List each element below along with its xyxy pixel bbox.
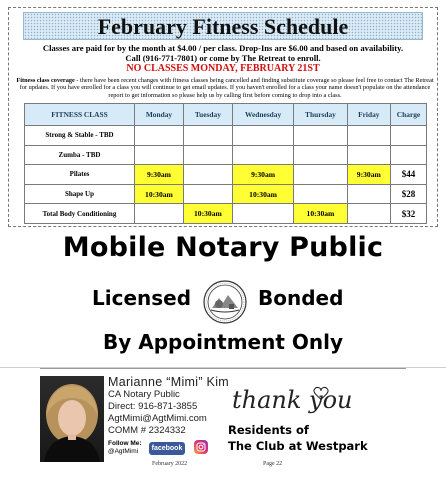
class-time-cell bbox=[135, 145, 184, 165]
intro-line-1: Classes are paid for by the month at $4.00 / per class. Drop-Ins are $6.00 and based on availability. bbox=[42, 43, 404, 53]
class-time-cell: 10:30am bbox=[232, 184, 293, 204]
agent-role: CA Notary Public bbox=[108, 389, 180, 400]
residents-line-1: Residents of bbox=[228, 423, 309, 437]
notice-text: - there have been recent changes with fitness classes being cancelled and finding substitute coverage so please feel free to contact The Retreat for updates. If you have enrolled for a class you will continue to get email updates. If you haven't enrolled for a class your name doesn't populate on the attendance report to get information so please help us by calling first before coming to drop into a class. bbox=[19, 77, 434, 99]
schedule-row bbox=[25, 145, 427, 165]
schedule-table bbox=[24, 103, 427, 224]
schedule-title: February Fitness Schedule bbox=[97, 14, 349, 39]
col-header: Thursday bbox=[294, 104, 347, 126]
class-time-cell bbox=[347, 126, 390, 146]
thank-you-script bbox=[228, 382, 378, 418]
no-classes-notice: NO CLASSES MONDAY, FEBRUARY 21ST bbox=[126, 63, 320, 74]
residents-line-2: The Club at Westpark bbox=[228, 439, 368, 453]
class-time-cell bbox=[183, 126, 232, 146]
schedule-header-row bbox=[25, 104, 427, 126]
class-time-cell bbox=[232, 126, 293, 146]
class-time-cell bbox=[135, 204, 184, 224]
class-time-cell bbox=[347, 184, 390, 204]
residents-greeting bbox=[228, 422, 408, 454]
issue-date: February 2022 bbox=[152, 461, 188, 467]
class-time-cell bbox=[294, 126, 347, 146]
divider bbox=[40, 368, 406, 369]
agent-name: Marianne “Mimi” Kim bbox=[108, 375, 229, 389]
instagram-icon bbox=[194, 440, 208, 454]
class-time-cell: 10:30am bbox=[135, 184, 184, 204]
licensed-label: Licensed bbox=[92, 286, 192, 310]
follow-label: Follow Me: bbox=[108, 440, 142, 447]
california-seal-icon bbox=[203, 280, 247, 324]
class-time-cell bbox=[183, 165, 232, 185]
col-header: Monday bbox=[135, 104, 184, 126]
class-charge: $28 bbox=[391, 184, 427, 204]
class-name: Pilates bbox=[25, 165, 135, 185]
col-header: Tuesday bbox=[183, 104, 232, 126]
class-time-cell bbox=[347, 204, 390, 224]
class-time-cell bbox=[135, 126, 184, 146]
col-header: Charge bbox=[391, 104, 427, 126]
class-name: Zumba - TBD bbox=[25, 145, 135, 165]
agent-email: AgtMimi@AgtMimi.com bbox=[108, 413, 207, 424]
facebook-icon: facebook bbox=[149, 442, 185, 455]
notice-label: Fitness class coverage bbox=[16, 77, 75, 84]
schedule-intro bbox=[13, 43, 433, 63]
schedule-row bbox=[25, 184, 427, 204]
schedule-title-bar bbox=[23, 12, 423, 40]
class-time-cell bbox=[183, 145, 232, 165]
class-charge: $32 bbox=[391, 204, 427, 224]
class-charge: $44 bbox=[391, 165, 427, 185]
class-name: Total Body Conditioning bbox=[25, 204, 135, 224]
class-time-cell bbox=[183, 184, 232, 204]
class-charge bbox=[391, 145, 427, 165]
follow-me bbox=[108, 440, 142, 456]
class-time-cell: 10:30am bbox=[294, 204, 347, 224]
licensed-bonded-row bbox=[0, 280, 446, 324]
intro-line-2: Call (916-771-7801) or come by The Retreat to enroll. bbox=[125, 53, 321, 63]
thank-you-text: thank you bbox=[232, 386, 353, 414]
col-header: Friday bbox=[347, 104, 390, 126]
follow-handle: @AgtMimi bbox=[108, 448, 139, 455]
class-time-cell bbox=[232, 145, 293, 165]
agent-phone: Direct: 916-871-3855 bbox=[108, 401, 198, 412]
schedule-row bbox=[25, 204, 427, 224]
schedule-row bbox=[25, 165, 427, 185]
class-time-cell: 9:30am bbox=[232, 165, 293, 185]
bonded-label: Bonded bbox=[258, 286, 344, 310]
class-name: Shape Up bbox=[25, 184, 135, 204]
col-header: FITNESS CLASS bbox=[25, 104, 135, 126]
class-time-cell: 9:30am bbox=[347, 165, 390, 185]
coverage-notice bbox=[15, 77, 435, 99]
class-time-cell: 10:30am bbox=[183, 204, 232, 224]
fitness-schedule bbox=[8, 7, 438, 227]
col-header: Wednesday bbox=[232, 104, 293, 126]
class-time-cell bbox=[232, 204, 293, 224]
class-time-cell bbox=[294, 145, 347, 165]
class-time-cell bbox=[347, 145, 390, 165]
agent-photo bbox=[40, 376, 104, 462]
agent-commission: COMM # 2324332 bbox=[108, 425, 186, 436]
class-name: Strong & Stable - TBD bbox=[25, 126, 135, 146]
schedule-row bbox=[25, 126, 427, 146]
class-time-cell: 9:30am bbox=[135, 165, 184, 185]
page-number: Page 22 bbox=[263, 461, 283, 467]
appointment-label: By Appointment Only bbox=[102, 330, 344, 354]
class-charge bbox=[391, 126, 427, 146]
notary-ad-title: Mobile Notary Public bbox=[62, 232, 384, 263]
class-time-cell bbox=[294, 165, 347, 185]
class-time-cell bbox=[294, 184, 347, 204]
agent-contact bbox=[108, 375, 238, 437]
